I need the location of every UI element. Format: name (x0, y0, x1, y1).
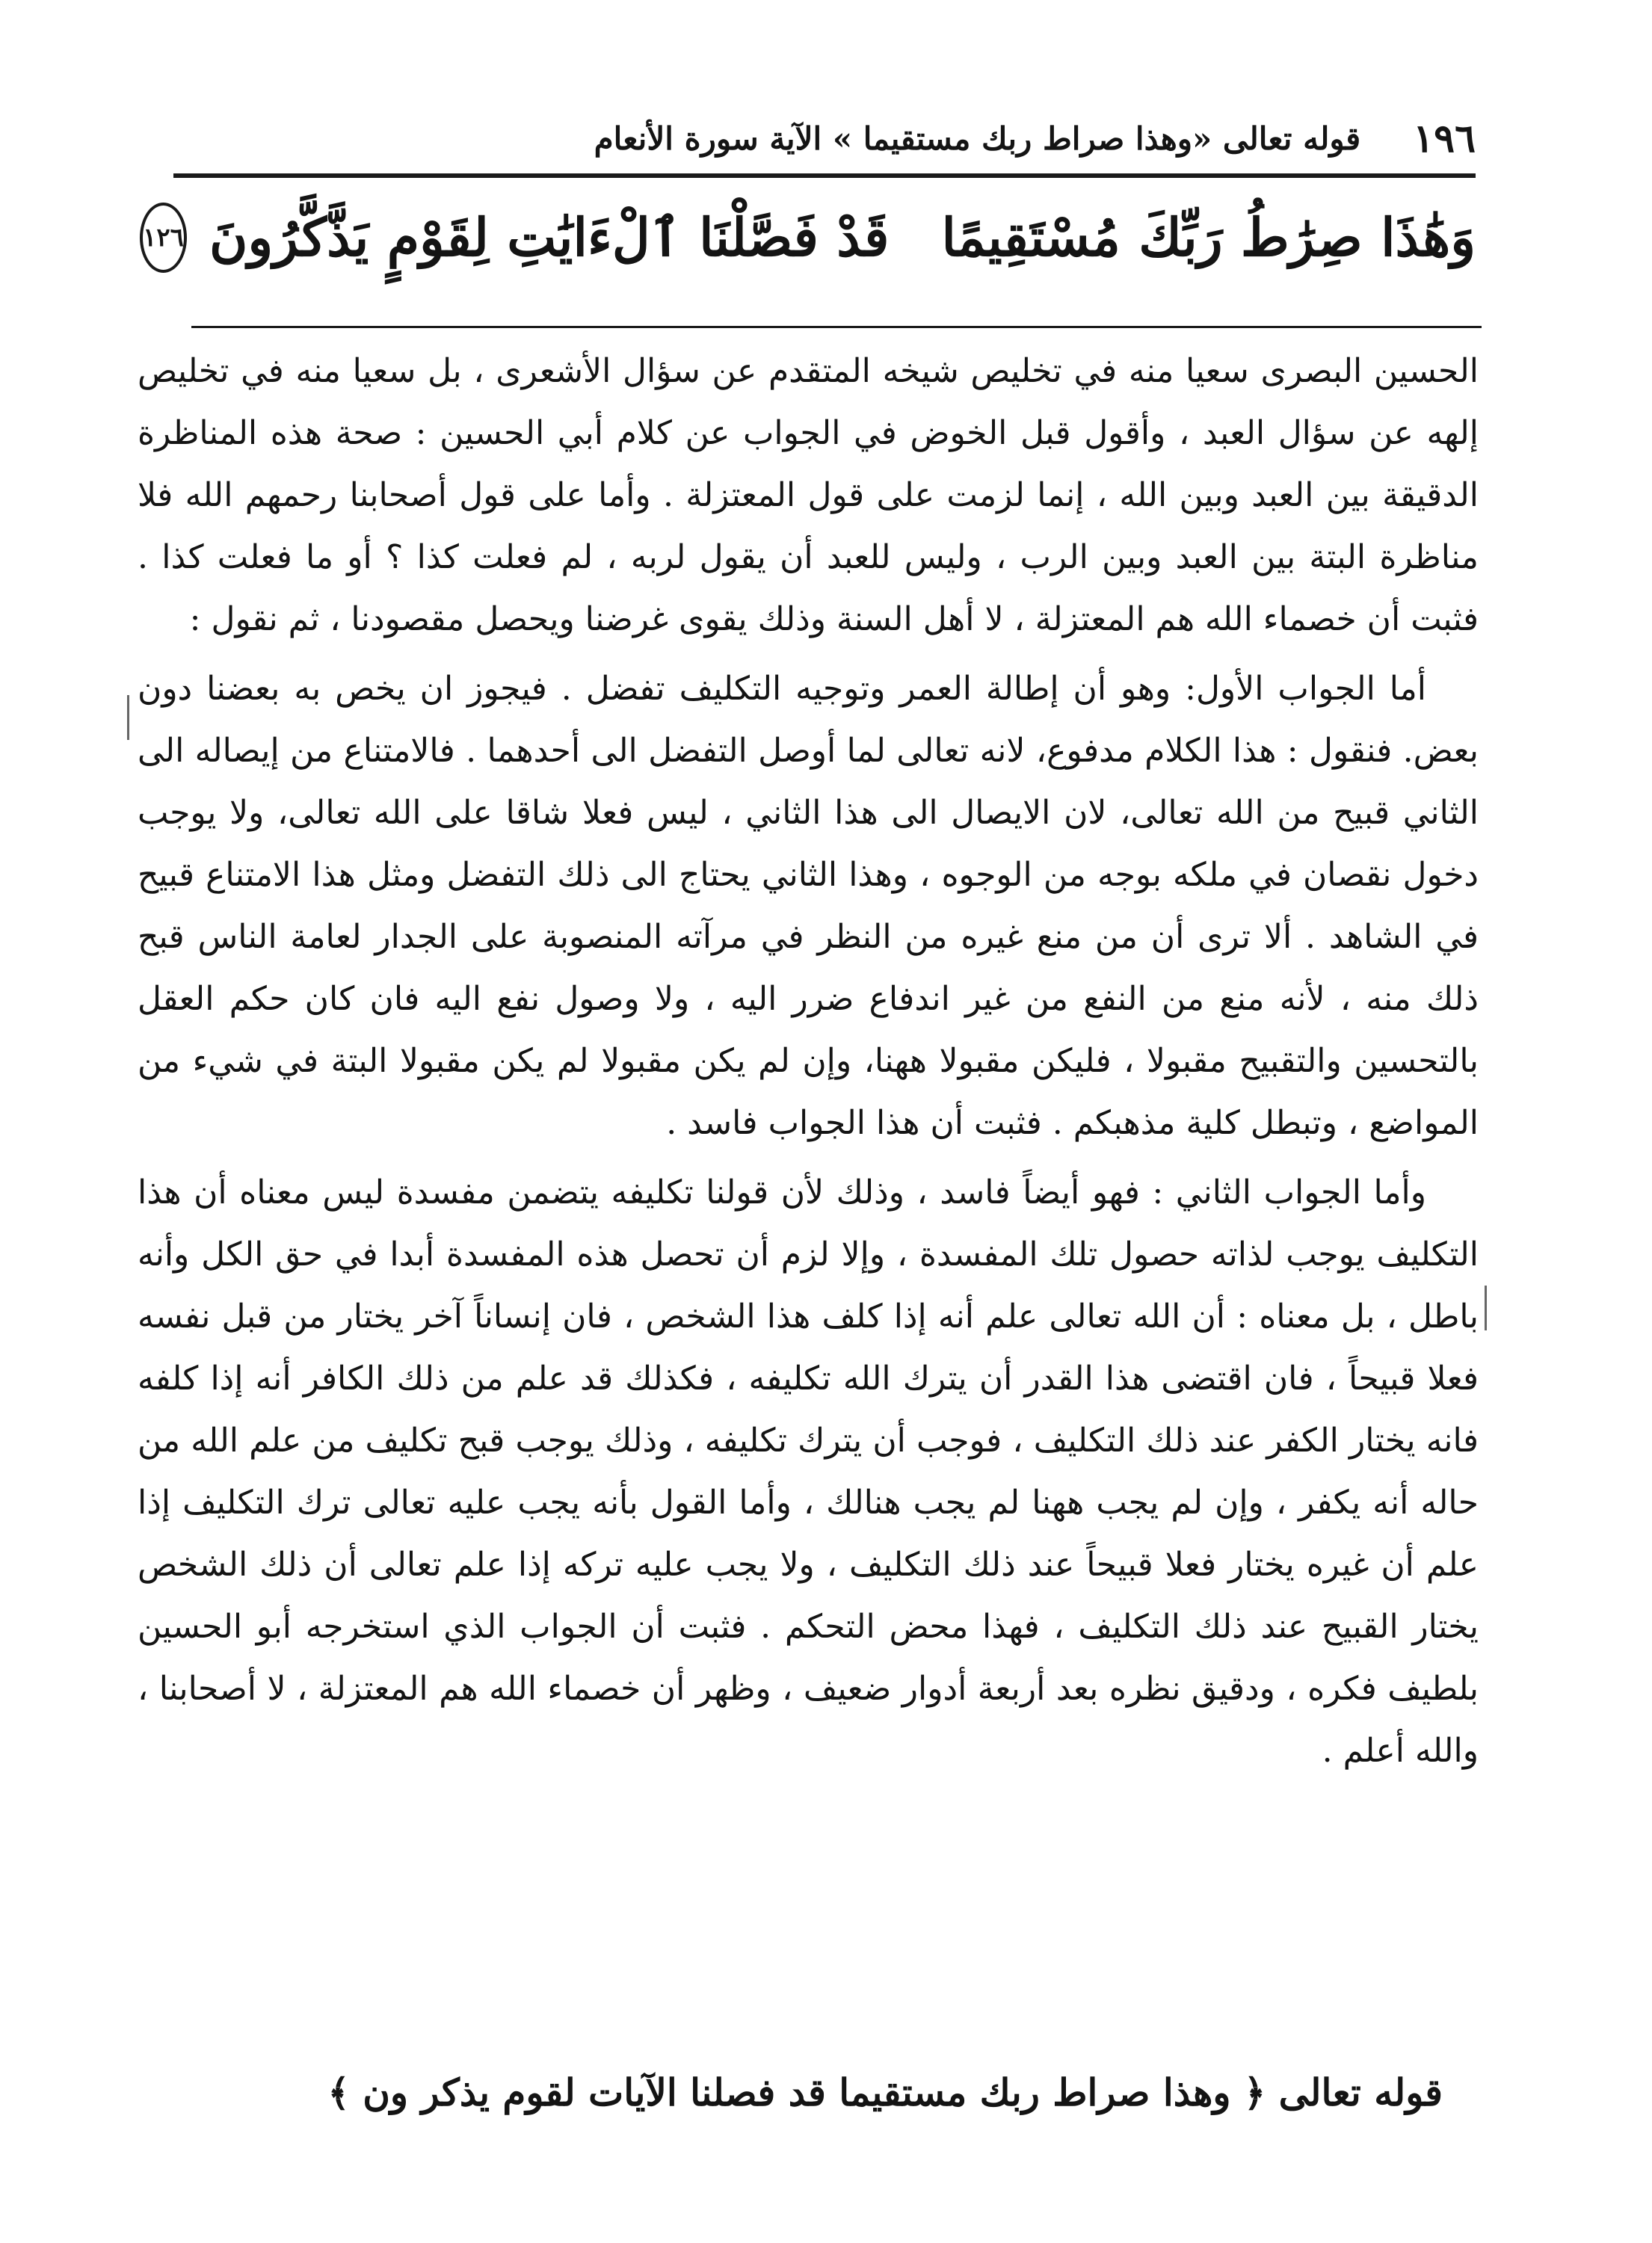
page-number: ١٩٦ (1413, 115, 1476, 161)
next-section-heading: قوله تعالى ﴿ وهذا صراط ربك مستقيما قد فصلنا الآيات لقوم يذكر ون ﴾ (327, 2070, 1443, 2114)
verse-number-ornament: ١٢٦ (140, 203, 187, 273)
verse-text-part-2: قَدْ فَصَّلْنَا ٱلْءَايَٰتِ لِقَوْمٍ يَذَّكَّرُونَ (209, 206, 890, 268)
verse-rule (191, 326, 1482, 328)
scan-margin-mark (127, 695, 129, 740)
header-rule (173, 173, 1476, 178)
paragraph-2: أما الجواب الأول: وهو أن إطالة العمر وتوجيه التكليف تفضل . فيجوز ان يخص به بعضنا دون بعض. فنقول : هذا الكلام مدفوع، لانه تعالى لما أوصل التفضل الى أحدهما . فالامتناع من إيصاله الى الثاني قبيح من الله تعالى، لان الايصال الى هذا الثاني ، ليس فعلا شاقا على الله تعالى، ولا يوجب دخول نقصان في ملكه بوجه من الوجوه ، وهذا الثاني يحتاج الى ذلك التفضل ومثل هذا الامتناع قبيح في الشاهد . ألا ترى أن من منع غيره من النظر في مرآته المنصوبة على الجدار لعامة الناس قبح ذلك منه ، لأنه منع من النفع من غير اندفاع ضرر اليه ، ولا وصول نفع اليه فان كان حكم العقل بالتحسين والتقبيح مقبولا ، فليكن مقبولا ههنا، وإن لم يكن مقبولا لم يكن مقبولا البتة في شيء من المواضع ، وتبطل كلية مذهبكم . فثبت أن هذا الجواب فاسد . (138, 670, 1479, 1142)
paragraph-1: الحسين البصرى سعيا منه في تخليص شيخه المتقدم عن سؤال الأشعرى ، بل سعيا منه في تخليص إلهه عن سؤال العبد ، وأقول قبل الخوض في الجواب عن كلام أبي الحسين : صحة هذه المناظرة الدقيقة بين العبد وبين الله ، إنما لزمت على قول المعتزلة . وأما على قول أصحابنا رحمهم الله فلا مناظرة البتة بين العبد وبين الرب ، وليس للعبد أن يقول لربه ، لم فعلت كذا ؟ أو ما فعلت كذا . فثبت أن خصماء الله هم المعتزلة ، لا أهل السنة وذلك يقوى غرضنا ويحصل مقصودنا ، ثم نقول : (138, 352, 1479, 638)
running-head: قوله تعالى «وهذا صراط ربك مستقيما » الآية سورة الأنعام (594, 120, 1361, 157)
page-header (173, 105, 1476, 172)
verse-banner (143, 187, 1476, 288)
scan-margin-mark (1485, 1286, 1487, 1330)
verse-text-part-1: وَهَٰذَا صِرَٰطُ رَبِّكَ مُسْتَقِيمًا (941, 206, 1476, 268)
paragraph-3: وأما الجواب الثاني : فهو أيضاً فاسد ، وذلك لأن قولنا تكليفه يتضمن مفسدة ليس معناه أن هذا التكليف يوجب لذاته حصول تلك المفسدة ، وإلا لزم أن تحصل هذه المفسدة أبدا في حق الكل وأنه باطل ، بل معناه : أن الله تعالى علم أنه إذا كلف هذا الشخص ، فان إنساناً آخر يختار من قبل نفسه فعلا قبيحاً ، فان اقتضى هذا القدر أن يترك الله تكليفه ، فكذلك قد علم من ذلك الكافر أنه إذا كلفه فانه يختار الكفر عند ذلك التكليف ، فوجب أن يترك تكليفه ، وذلك يوجب قبح تكليف من علم الله من حاله أنه يكفر ، وإن لم يجب ههنا لم يجب هنالك ، وأما القول بأنه يجب عليه تعالى ترك التكليف إذا علم أن غيره يختار فعلا قبيحاً عند ذلك التكليف ، ولا يجب عليه تركه إذا علم تعالى أن ذلك الشخص يختار القبيح عند ذلك التكليف ، فهذا محض التحكم . فثبت أن الجواب الذي استخرجه أبو الحسين بلطيف فكره ، ودقيق نظره بعد أربعة أدوار ضعيف ، وظهر أن خصماء الله هم المعتزلة ، لا أصحابنا ، والله أعلم . (138, 1173, 1479, 1770)
commentary-body (138, 340, 1479, 1789)
